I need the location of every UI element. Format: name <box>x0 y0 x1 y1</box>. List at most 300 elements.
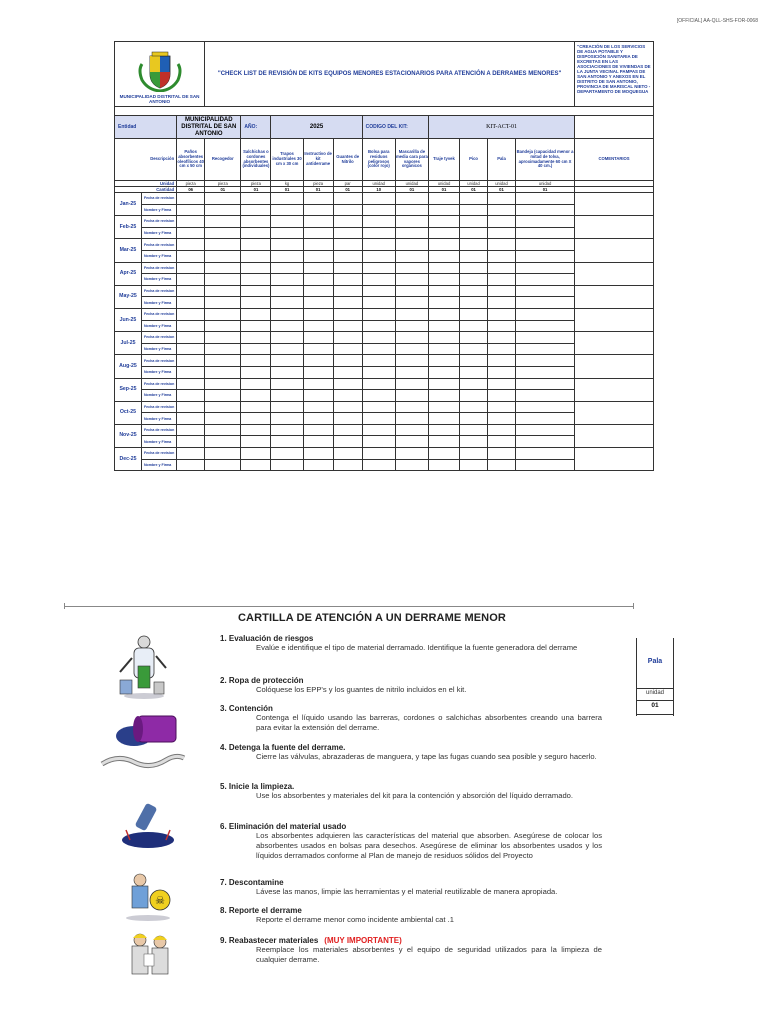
check-cell[interactable] <box>333 262 362 274</box>
check-cell[interactable] <box>362 285 395 297</box>
check-cell[interactable] <box>271 285 303 297</box>
check-cell[interactable] <box>303 193 333 205</box>
check-cell[interactable] <box>515 366 574 378</box>
check-cell[interactable] <box>488 343 516 355</box>
check-cell[interactable] <box>177 390 205 402</box>
check-cell[interactable] <box>395 239 428 251</box>
check-cell[interactable] <box>303 227 333 239</box>
check-cell[interactable] <box>395 250 428 262</box>
check-cell[interactable] <box>460 401 488 413</box>
check-cell[interactable] <box>488 390 516 402</box>
check-cell[interactable] <box>395 262 428 274</box>
check-cell[interactable] <box>333 413 362 425</box>
check-cell[interactable] <box>303 401 333 413</box>
check-cell[interactable] <box>271 227 303 239</box>
check-cell[interactable] <box>460 308 488 320</box>
check-cell[interactable] <box>271 239 303 251</box>
check-cell[interactable] <box>460 390 488 402</box>
check-cell[interactable] <box>362 262 395 274</box>
check-cell[interactable] <box>177 355 205 367</box>
check-cell[interactable] <box>177 204 205 216</box>
check-cell[interactable] <box>362 459 395 471</box>
check-cell[interactable] <box>395 401 428 413</box>
check-cell[interactable] <box>271 332 303 344</box>
check-cell[interactable] <box>177 378 205 390</box>
check-cell[interactable] <box>333 285 362 297</box>
check-cell[interactable] <box>488 459 516 471</box>
check-cell[interactable] <box>362 216 395 228</box>
check-cell[interactable] <box>428 413 459 425</box>
check-cell[interactable] <box>303 308 333 320</box>
check-cell[interactable] <box>515 193 574 205</box>
check-cell[interactable] <box>488 308 516 320</box>
check-cell[interactable] <box>515 308 574 320</box>
check-cell[interactable] <box>428 343 459 355</box>
check-cell[interactable] <box>333 250 362 262</box>
check-cell[interactable] <box>303 424 333 436</box>
check-cell[interactable] <box>205 274 241 286</box>
check-cell[interactable] <box>205 250 241 262</box>
check-cell[interactable] <box>177 320 205 332</box>
check-cell[interactable] <box>460 332 488 344</box>
check-cell[interactable] <box>241 378 271 390</box>
check-cell[interactable] <box>271 274 303 286</box>
check-cell[interactable] <box>515 216 574 228</box>
comment-cell[interactable] <box>575 285 654 308</box>
check-cell[interactable] <box>428 204 459 216</box>
check-cell[interactable] <box>241 250 271 262</box>
check-cell[interactable] <box>333 297 362 309</box>
check-cell[interactable] <box>460 343 488 355</box>
check-cell[interactable] <box>303 204 333 216</box>
check-cell[interactable] <box>177 459 205 471</box>
check-cell[interactable] <box>515 297 574 309</box>
check-cell[interactable] <box>428 436 459 448</box>
check-cell[interactable] <box>303 285 333 297</box>
check-cell[interactable] <box>205 320 241 332</box>
check-cell[interactable] <box>395 366 428 378</box>
check-cell[interactable] <box>428 239 459 251</box>
check-cell[interactable] <box>241 448 271 460</box>
check-cell[interactable] <box>362 343 395 355</box>
check-cell[interactable] <box>205 390 241 402</box>
check-cell[interactable] <box>362 366 395 378</box>
check-cell[interactable] <box>333 274 362 286</box>
check-cell[interactable] <box>428 424 459 436</box>
check-cell[interactable] <box>177 436 205 448</box>
check-cell[interactable] <box>395 343 428 355</box>
check-cell[interactable] <box>241 216 271 228</box>
check-cell[interactable] <box>488 250 516 262</box>
comment-cell[interactable] <box>575 216 654 239</box>
check-cell[interactable] <box>515 285 574 297</box>
comment-cell[interactable] <box>575 262 654 285</box>
check-cell[interactable] <box>428 378 459 390</box>
check-cell[interactable] <box>362 378 395 390</box>
check-cell[interactable] <box>515 413 574 425</box>
check-cell[interactable] <box>333 239 362 251</box>
check-cell[interactable] <box>205 262 241 274</box>
check-cell[interactable] <box>362 297 395 309</box>
check-cell[interactable] <box>241 227 271 239</box>
check-cell[interactable] <box>395 413 428 425</box>
check-cell[interactable] <box>271 448 303 460</box>
check-cell[interactable] <box>177 401 205 413</box>
check-cell[interactable] <box>460 378 488 390</box>
check-cell[interactable] <box>395 193 428 205</box>
check-cell[interactable] <box>362 274 395 286</box>
check-cell[interactable] <box>303 355 333 367</box>
check-cell[interactable] <box>271 343 303 355</box>
check-cell[interactable] <box>333 332 362 344</box>
check-cell[interactable] <box>333 436 362 448</box>
check-cell[interactable] <box>488 193 516 205</box>
check-cell[interactable] <box>271 459 303 471</box>
check-cell[interactable] <box>271 193 303 205</box>
check-cell[interactable] <box>515 343 574 355</box>
check-cell[interactable] <box>515 401 574 413</box>
check-cell[interactable] <box>333 355 362 367</box>
check-cell[interactable] <box>333 204 362 216</box>
check-cell[interactable] <box>395 285 428 297</box>
check-cell[interactable] <box>515 390 574 402</box>
check-cell[interactable] <box>428 355 459 367</box>
check-cell[interactable] <box>515 320 574 332</box>
check-cell[interactable] <box>205 285 241 297</box>
check-cell[interactable] <box>205 459 241 471</box>
check-cell[interactable] <box>428 250 459 262</box>
check-cell[interactable] <box>460 366 488 378</box>
check-cell[interactable] <box>241 413 271 425</box>
check-cell[interactable] <box>177 343 205 355</box>
check-cell[interactable] <box>271 378 303 390</box>
check-cell[interactable] <box>271 366 303 378</box>
check-cell[interactable] <box>205 343 241 355</box>
check-cell[interactable] <box>241 424 271 436</box>
comment-cell[interactable] <box>575 308 654 331</box>
check-cell[interactable] <box>362 239 395 251</box>
check-cell[interactable] <box>395 227 428 239</box>
check-cell[interactable] <box>488 227 516 239</box>
check-cell[interactable] <box>333 227 362 239</box>
check-cell[interactable] <box>177 424 205 436</box>
check-cell[interactable] <box>460 227 488 239</box>
check-cell[interactable] <box>205 436 241 448</box>
check-cell[interactable] <box>395 297 428 309</box>
check-cell[interactable] <box>460 459 488 471</box>
check-cell[interactable] <box>241 459 271 471</box>
check-cell[interactable] <box>241 308 271 320</box>
check-cell[interactable] <box>271 436 303 448</box>
check-cell[interactable] <box>362 320 395 332</box>
check-cell[interactable] <box>488 297 516 309</box>
check-cell[interactable] <box>428 459 459 471</box>
check-cell[interactable] <box>271 355 303 367</box>
check-cell[interactable] <box>428 308 459 320</box>
check-cell[interactable] <box>333 390 362 402</box>
check-cell[interactable] <box>395 448 428 460</box>
check-cell[interactable] <box>488 204 516 216</box>
check-cell[interactable] <box>460 436 488 448</box>
check-cell[interactable] <box>205 332 241 344</box>
check-cell[interactable] <box>241 320 271 332</box>
comment-cell[interactable] <box>575 239 654 262</box>
check-cell[interactable] <box>362 355 395 367</box>
check-cell[interactable] <box>241 262 271 274</box>
check-cell[interactable] <box>395 332 428 344</box>
check-cell[interactable] <box>241 239 271 251</box>
check-cell[interactable] <box>488 239 516 251</box>
check-cell[interactable] <box>333 216 362 228</box>
check-cell[interactable] <box>241 285 271 297</box>
comment-cell[interactable] <box>575 448 654 471</box>
check-cell[interactable] <box>515 355 574 367</box>
check-cell[interactable] <box>271 250 303 262</box>
check-cell[interactable] <box>362 204 395 216</box>
check-cell[interactable] <box>395 308 428 320</box>
check-cell[interactable] <box>303 436 333 448</box>
check-cell[interactable] <box>177 285 205 297</box>
check-cell[interactable] <box>488 366 516 378</box>
check-cell[interactable] <box>362 448 395 460</box>
check-cell[interactable] <box>333 424 362 436</box>
check-cell[interactable] <box>515 378 574 390</box>
check-cell[interactable] <box>303 343 333 355</box>
check-cell[interactable] <box>395 424 428 436</box>
check-cell[interactable] <box>241 401 271 413</box>
check-cell[interactable] <box>177 366 205 378</box>
check-cell[interactable] <box>303 216 333 228</box>
check-cell[interactable] <box>271 401 303 413</box>
check-cell[interactable] <box>460 424 488 436</box>
check-cell[interactable] <box>460 297 488 309</box>
check-cell[interactable] <box>460 320 488 332</box>
check-cell[interactable] <box>395 320 428 332</box>
check-cell[interactable] <box>205 227 241 239</box>
check-cell[interactable] <box>241 436 271 448</box>
check-cell[interactable] <box>177 262 205 274</box>
check-cell[interactable] <box>362 227 395 239</box>
check-cell[interactable] <box>362 436 395 448</box>
check-cell[interactable] <box>460 448 488 460</box>
check-cell[interactable] <box>271 424 303 436</box>
check-cell[interactable] <box>303 297 333 309</box>
check-cell[interactable] <box>395 204 428 216</box>
check-cell[interactable] <box>515 250 574 262</box>
check-cell[interactable] <box>428 332 459 344</box>
check-cell[interactable] <box>428 227 459 239</box>
check-cell[interactable] <box>515 262 574 274</box>
comment-cell[interactable] <box>575 332 654 355</box>
check-cell[interactable] <box>428 274 459 286</box>
check-cell[interactable] <box>303 274 333 286</box>
check-cell[interactable] <box>428 401 459 413</box>
check-cell[interactable] <box>177 297 205 309</box>
check-cell[interactable] <box>460 262 488 274</box>
check-cell[interactable] <box>303 390 333 402</box>
check-cell[interactable] <box>362 401 395 413</box>
comment-cell[interactable] <box>575 355 654 378</box>
check-cell[interactable] <box>428 216 459 228</box>
check-cell[interactable] <box>395 274 428 286</box>
check-cell[interactable] <box>362 308 395 320</box>
check-cell[interactable] <box>205 216 241 228</box>
check-cell[interactable] <box>488 274 516 286</box>
check-cell[interactable] <box>271 262 303 274</box>
check-cell[interactable] <box>395 378 428 390</box>
check-cell[interactable] <box>241 274 271 286</box>
check-cell[interactable] <box>303 320 333 332</box>
check-cell[interactable] <box>241 390 271 402</box>
check-cell[interactable] <box>303 378 333 390</box>
check-cell[interactable] <box>428 262 459 274</box>
check-cell[interactable] <box>205 366 241 378</box>
check-cell[interactable] <box>271 320 303 332</box>
check-cell[interactable] <box>488 262 516 274</box>
check-cell[interactable] <box>241 366 271 378</box>
check-cell[interactable] <box>177 413 205 425</box>
check-cell[interactable] <box>205 239 241 251</box>
check-cell[interactable] <box>271 413 303 425</box>
check-cell[interactable] <box>460 413 488 425</box>
check-cell[interactable] <box>177 274 205 286</box>
check-cell[interactable] <box>241 355 271 367</box>
check-cell[interactable] <box>488 413 516 425</box>
check-cell[interactable] <box>333 459 362 471</box>
check-cell[interactable] <box>395 216 428 228</box>
check-cell[interactable] <box>333 308 362 320</box>
check-cell[interactable] <box>395 459 428 471</box>
check-cell[interactable] <box>333 320 362 332</box>
check-cell[interactable] <box>395 355 428 367</box>
check-cell[interactable] <box>488 448 516 460</box>
check-cell[interactable] <box>333 448 362 460</box>
check-cell[interactable] <box>177 216 205 228</box>
check-cell[interactable] <box>515 204 574 216</box>
check-cell[interactable] <box>333 401 362 413</box>
check-cell[interactable] <box>515 424 574 436</box>
comment-cell[interactable] <box>575 378 654 401</box>
check-cell[interactable] <box>205 308 241 320</box>
check-cell[interactable] <box>515 448 574 460</box>
check-cell[interactable] <box>460 285 488 297</box>
check-cell[interactable] <box>460 193 488 205</box>
check-cell[interactable] <box>488 320 516 332</box>
check-cell[interactable] <box>515 274 574 286</box>
check-cell[interactable] <box>177 193 205 205</box>
check-cell[interactable] <box>205 355 241 367</box>
check-cell[interactable] <box>333 378 362 390</box>
check-cell[interactable] <box>303 413 333 425</box>
check-cell[interactable] <box>205 297 241 309</box>
check-cell[interactable] <box>515 227 574 239</box>
comment-cell[interactable] <box>575 401 654 424</box>
check-cell[interactable] <box>271 216 303 228</box>
check-cell[interactable] <box>428 297 459 309</box>
check-cell[interactable] <box>362 424 395 436</box>
check-cell[interactable] <box>428 285 459 297</box>
check-cell[interactable] <box>460 250 488 262</box>
check-cell[interactable] <box>362 390 395 402</box>
check-cell[interactable] <box>488 285 516 297</box>
check-cell[interactable] <box>488 424 516 436</box>
check-cell[interactable] <box>333 343 362 355</box>
check-cell[interactable] <box>303 448 333 460</box>
check-cell[interactable] <box>205 204 241 216</box>
check-cell[interactable] <box>395 436 428 448</box>
check-cell[interactable] <box>303 366 333 378</box>
check-cell[interactable] <box>362 332 395 344</box>
check-cell[interactable] <box>515 436 574 448</box>
check-cell[interactable] <box>460 274 488 286</box>
check-cell[interactable] <box>460 239 488 251</box>
check-cell[interactable] <box>333 193 362 205</box>
check-cell[interactable] <box>362 413 395 425</box>
check-cell[interactable] <box>488 355 516 367</box>
check-cell[interactable] <box>271 297 303 309</box>
check-cell[interactable] <box>460 204 488 216</box>
check-cell[interactable] <box>241 297 271 309</box>
check-cell[interactable] <box>177 448 205 460</box>
check-cell[interactable] <box>271 308 303 320</box>
check-cell[interactable] <box>515 239 574 251</box>
check-cell[interactable] <box>395 390 428 402</box>
check-cell[interactable] <box>303 262 333 274</box>
check-cell[interactable] <box>303 239 333 251</box>
check-cell[interactable] <box>177 308 205 320</box>
check-cell[interactable] <box>333 366 362 378</box>
check-cell[interactable] <box>428 366 459 378</box>
check-cell[interactable] <box>241 343 271 355</box>
check-cell[interactable] <box>177 332 205 344</box>
check-cell[interactable] <box>515 332 574 344</box>
check-cell[interactable] <box>241 193 271 205</box>
check-cell[interactable] <box>205 413 241 425</box>
check-cell[interactable] <box>241 332 271 344</box>
check-cell[interactable] <box>428 320 459 332</box>
check-cell[interactable] <box>488 378 516 390</box>
check-cell[interactable] <box>271 390 303 402</box>
check-cell[interactable] <box>428 448 459 460</box>
check-cell[interactable] <box>488 332 516 344</box>
check-cell[interactable] <box>177 239 205 251</box>
check-cell[interactable] <box>271 204 303 216</box>
check-cell[interactable] <box>177 227 205 239</box>
check-cell[interactable] <box>177 250 205 262</box>
check-cell[interactable] <box>460 355 488 367</box>
check-cell[interactable] <box>428 193 459 205</box>
check-cell[interactable] <box>362 193 395 205</box>
check-cell[interactable] <box>303 250 333 262</box>
check-cell[interactable] <box>205 401 241 413</box>
check-cell[interactable] <box>205 378 241 390</box>
check-cell[interactable] <box>205 424 241 436</box>
check-cell[interactable] <box>205 448 241 460</box>
check-cell[interactable] <box>362 250 395 262</box>
check-cell[interactable] <box>488 216 516 228</box>
check-cell[interactable] <box>205 193 241 205</box>
check-cell[interactable] <box>515 459 574 471</box>
check-cell[interactable] <box>428 390 459 402</box>
comment-cell[interactable] <box>575 193 654 216</box>
comment-cell[interactable] <box>575 424 654 447</box>
check-cell[interactable] <box>303 332 333 344</box>
check-cell[interactable] <box>488 436 516 448</box>
check-cell[interactable] <box>460 216 488 228</box>
check-cell[interactable] <box>241 204 271 216</box>
check-cell[interactable] <box>303 459 333 471</box>
check-cell[interactable] <box>488 401 516 413</box>
